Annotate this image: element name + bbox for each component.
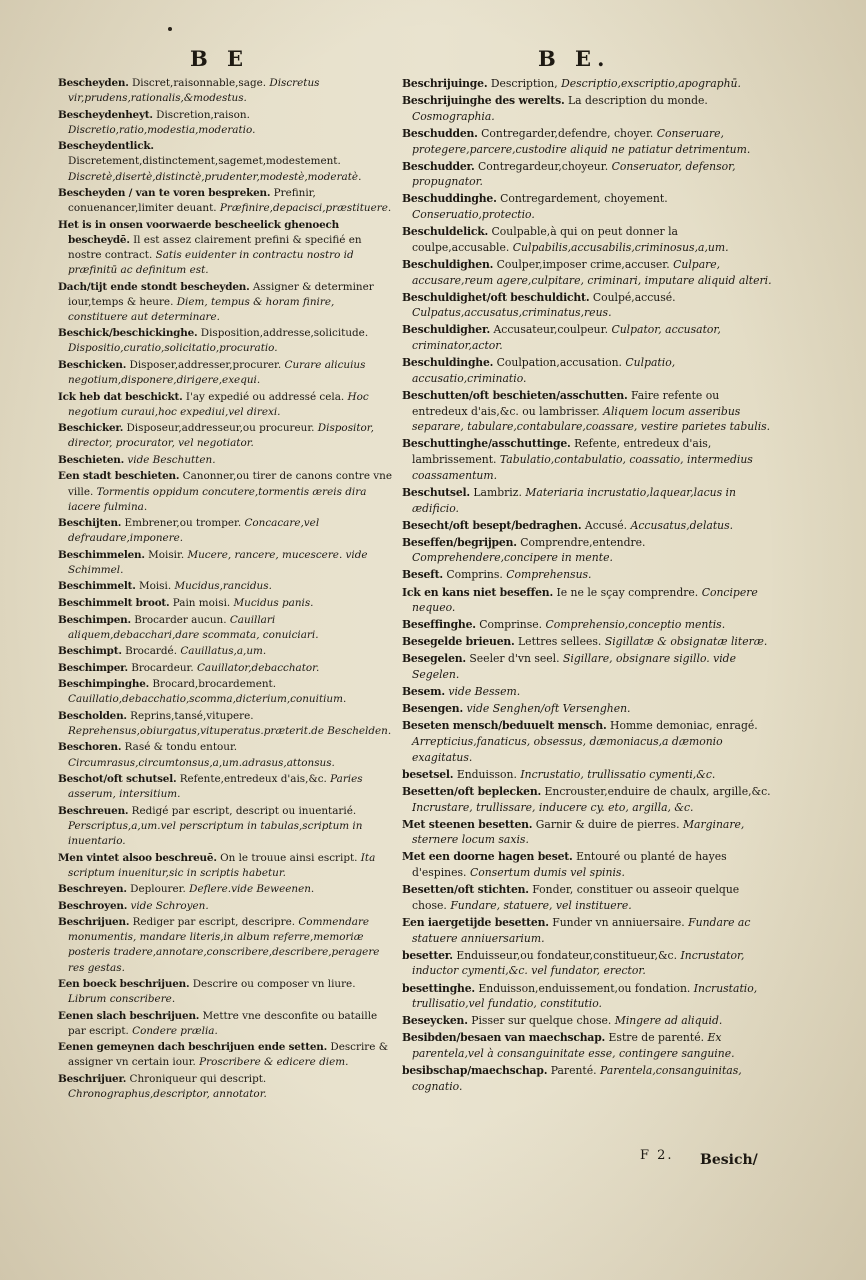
entry-latin: Materiaria incrustatio,laquear,lacus in ædificio. <box>412 485 736 515</box>
entry-headword: Beschimpen. <box>58 613 131 626</box>
entry-french: Contregarder,defendre, choyer. <box>481 126 654 140</box>
entry-latin: Deflere.vide Beweenen. <box>189 883 315 896</box>
entry-french: Parenté. <box>550 1064 597 1078</box>
entry-headword: Bescheydentlick. <box>58 140 154 153</box>
entry-latin: Incrustatio, trullisatio,vel fundatio, constitutio. <box>412 981 758 1011</box>
entry-headword: Beschimmelt broot. <box>58 596 170 609</box>
entry-latin: Culpare, accusare,reum agere,culpitare, criminari, imputare aliquid alteri. <box>412 257 772 287</box>
dictionary-entry <box>58 882 394 897</box>
entry-french: Brocardé. <box>125 645 178 658</box>
entry-headword: Een iaergetijde besetten. <box>402 916 549 929</box>
dictionary-entry <box>402 224 774 255</box>
entry-french: Accusateur,coulpeur. <box>493 323 608 337</box>
entry-french: On le trouue ainsi escript. <box>220 851 358 864</box>
dictionary-entry <box>402 634 774 650</box>
entry-latin: Cauillatio,debacchatio,scomma,dicterium,conuitium. <box>68 693 347 706</box>
dictionary-entry <box>58 421 394 451</box>
dictionary-entry <box>58 108 394 138</box>
entry-latin: Concacare,vel defraudare,imponere. <box>68 517 320 545</box>
catchword: Besich/ <box>700 1152 758 1168</box>
entry-latin: Satis euidenter in contractu nostro id præfinitū ac definitum est. <box>68 248 354 277</box>
entry-headword: Met steenen besetten. <box>402 817 533 831</box>
entry-latin: Conseruatio,protectio. <box>412 208 535 222</box>
entry-latin: Condere prælia. <box>132 1024 218 1037</box>
dictionary-entry <box>58 596 394 611</box>
entry-latin: Incrustare, trullissare, inducere cy. eto, argilla, &c. <box>412 800 694 814</box>
entry-headword: Beschreuen. <box>58 804 129 817</box>
dictionary-entry <box>402 76 774 92</box>
entry-french: Lambriz. <box>473 485 522 499</box>
entry-headword: Bescheyden / van te voren bespreken. <box>58 187 271 200</box>
entry-headword: Beschicken. <box>58 358 127 371</box>
entry-headword: besettinghe. <box>402 981 475 995</box>
entry-latin: Paries asserum, intersitium. <box>68 773 363 801</box>
entry-french: Homme demoniac, enragé. <box>610 719 758 733</box>
entry-french: Coulpé,accusé. <box>592 290 676 304</box>
right-column <box>402 76 774 1096</box>
entry-headword: Besibden/besaen van maechschap. <box>402 1031 606 1045</box>
dictionary-entry <box>402 126 774 157</box>
entry-latin: Librum conscribere. <box>68 993 176 1006</box>
entry-latin: Mucere, rancere, mucescere. vide Schimmel. <box>68 548 368 576</box>
dictionary-entry <box>58 76 394 106</box>
entry-headword: Beschrijuinghe des werelts. <box>402 94 565 108</box>
dictionary-entry <box>58 390 394 420</box>
entry-latin: Dispositio,curatio,solicitatio,procuratio. <box>68 342 278 355</box>
entry-headword: Beschijten. <box>58 517 122 530</box>
entry-latin: Ex parentela,vel à consanguinitate esse, contingere sanguine. <box>412 1031 735 1061</box>
dictionary-entry <box>58 516 394 546</box>
entry-headword: besetter. <box>402 948 453 962</box>
dictionary-entry <box>402 1013 774 1029</box>
entry-headword: Beseffen/begrijpen. <box>402 535 517 549</box>
entry-french: Descrire ou composer vn liure. <box>192 978 356 991</box>
entry-french: Deplourer. <box>130 883 186 896</box>
entry-latin: Culpatio, accusatio,criminatio. <box>412 356 676 385</box>
dictionary-entry <box>402 784 774 815</box>
entry-french: Lettres sellees. <box>518 635 602 649</box>
entry-latin: Parentela,consanguinitas, cognatio. <box>412 1064 742 1093</box>
entry-headword: besetsel. <box>402 767 454 781</box>
entry-french: Refente,entredeux d'ais,&c. <box>179 773 327 786</box>
entry-french: Seeler d'vn seel. <box>469 652 560 666</box>
entry-headword: Bescholden. <box>58 709 127 722</box>
dictionary-entry <box>58 453 394 468</box>
entry-french: Discretion,raison. <box>156 108 250 121</box>
entry-latin: Diem, tempus & horam finire, constituere aut determinare. <box>68 295 335 323</box>
entry-french: Fonder, constituer ou asseoir quelque chose. <box>412 883 740 912</box>
dictionary-entry <box>402 159 774 190</box>
entry-latin: Sigillatæ & obsignatæ literæ. <box>604 635 768 649</box>
entry-latin: Consertum dumis vel spinis. <box>469 866 625 880</box>
entry-latin: Fundare, statuere, vel instituere. <box>450 898 632 912</box>
entry-headword: Beschuldinghe. <box>402 356 494 370</box>
dictionary-entry <box>58 548 394 578</box>
entry-headword: Beschrijuen. <box>58 916 130 929</box>
entry-headword: Het is in onsen voorwaerde bescheelick ghenoech bescheydē. <box>58 218 340 246</box>
entry-latin: Ita scriptum inuenitur,sic in scriptis habetur. <box>68 851 376 879</box>
entry-headword: Besem. <box>402 685 445 699</box>
entry-french: Funder vn anniuersaire. <box>552 916 685 929</box>
dictionary-entry <box>58 740 394 770</box>
dictionary-entry <box>402 701 774 717</box>
entry-headword: Bescheydenheyt. <box>58 108 153 121</box>
entry-latin: Incrustatio, trullissatio cymenti,&c. <box>520 767 716 781</box>
entry-headword: Beschuttinghe/asschuttinge. <box>402 437 571 451</box>
entry-latin: Accusatus,delatus. <box>630 518 734 532</box>
entry-latin: Cauillari aliquem,debacchari,dare scommata, conuiciari. <box>68 613 319 641</box>
entry-headword: Beschuddinghe. <box>402 192 497 206</box>
dictionary-entry <box>58 613 394 643</box>
entry-headword: Beschroyen. <box>58 899 128 912</box>
entry-latin: Circumrasus,circumtonsus,a,um.adrasus,attonsus. <box>68 756 335 769</box>
entry-latin: Cauillatus,a,um. <box>180 645 267 658</box>
dictionary-entry <box>58 644 394 659</box>
entry-latin: Dispositor, director, procurator, vel negotiator. <box>68 422 374 450</box>
entry-french: Entouré ou planté de hayes d'espines. <box>412 850 727 880</box>
entry-latin: Commendare monumentis, mandare literis,in album referre,memoriæ posteris tradere,annotare,conscribere,describere,peragere res gestas. <box>68 916 380 974</box>
entry-headword: Besegelen. <box>402 652 466 666</box>
dictionary-entry <box>402 93 774 124</box>
entry-headword: Besegelde brieuen. <box>402 635 515 649</box>
entry-french: Moisir. <box>148 548 185 561</box>
entry-french: Encrouster,enduire de chaulx, argille,&c. <box>544 784 771 798</box>
entry-french: Disposition,addresse,solicitude. <box>200 327 369 340</box>
entry-headword: Een stadt beschieten. <box>58 470 180 483</box>
dictionary-entry <box>402 388 774 435</box>
entry-headword: Beschick/beschickinghe. <box>58 327 198 340</box>
dictionary-entry <box>58 358 394 388</box>
entry-latin: Cauillator,debacchator. <box>196 661 320 674</box>
dictionary-entry <box>58 218 394 279</box>
entry-latin: Comprehendere,concipere in mente. <box>412 551 613 565</box>
entry-latin: Fundare ac statuere anniuersarium. <box>412 916 751 945</box>
entry-latin: Discretio,ratio,modestia,moderatio. <box>68 123 256 136</box>
entry-headword: Dach/tijt ende stondt bescheyden. <box>58 280 250 293</box>
entry-headword: Beschutsel. <box>402 485 470 499</box>
entry-latin: Cosmographia. <box>412 109 495 123</box>
dictionary-entry <box>58 915 394 976</box>
entry-headword: Beschuldighet/oft beschuldicht. <box>402 290 590 304</box>
entry-latin: Comprehensus. <box>506 568 592 582</box>
entry-latin: Sigillare, obsignare sigillo. vide Segelen. <box>412 652 736 682</box>
entry-latin: Mucidus,rancidus. <box>174 580 272 593</box>
dictionary-entry <box>402 535 774 566</box>
dictionary-entry <box>58 709 394 739</box>
entry-french: Rasé & tondu entour. <box>124 741 238 754</box>
entry-headword: Beschreyen. <box>58 883 127 896</box>
entry-french: Estre de parenté. <box>608 1031 705 1045</box>
entry-french: Assigner & determiner iour,temps & heure. <box>68 280 374 308</box>
entry-french: Prefinir, conuenancer,limiter deuant. <box>68 187 316 215</box>
entry-french: Ie ne le sçay comprendre. <box>556 585 699 599</box>
entry-latin: Incrustator, inductor cymenti,&c. vel fundator, erector. <box>412 948 745 978</box>
dictionary-entry <box>58 1040 394 1070</box>
entry-french: Discret,raisonnable,sage. <box>131 77 267 89</box>
entry-headword: Beschuldigher. <box>402 323 491 337</box>
dictionary-entry <box>402 981 774 1012</box>
dictionary-entry <box>402 436 774 483</box>
entry-headword: Besetten/oft beplecken. <box>402 784 542 798</box>
entry-latin: Conseruare, protegere,parcere,custodire aliquid ne patiatur detrimentum. <box>412 126 751 156</box>
entry-french: Brocarder aucun. <box>134 613 227 626</box>
entry-french: Disposeur,addresseur,ou procureur. <box>126 422 315 435</box>
dictionary-entry <box>402 322 774 353</box>
entry-headword: Beschudden. <box>402 126 478 140</box>
entry-french: Accusé. <box>584 518 628 532</box>
dictionary-entry <box>58 804 394 849</box>
entry-headword: Beschimpinghe. <box>58 678 150 691</box>
entry-headword: Beschimpt. <box>58 645 122 658</box>
dictionary-entry <box>58 977 394 1007</box>
entry-latin: Arrepticius,fanaticus, obsessus, dæmoniacus,a dæmonio exagitatus. <box>412 735 723 764</box>
dictionary-entry <box>402 485 774 516</box>
entry-french: Disposer,addresser,procurer. <box>129 358 282 371</box>
entry-french: Enduisson. <box>456 767 517 781</box>
entry-latin: Concipere nequeo. <box>412 585 758 615</box>
entry-headword: Beschuldelick. <box>402 225 489 239</box>
dictionary-entry <box>402 1030 774 1061</box>
dictionary-entry <box>58 186 394 216</box>
entry-french: Rediger par escript, descripre. <box>132 916 296 929</box>
entry-headword: Beschrijuinge. <box>402 77 488 90</box>
left-column <box>58 76 394 1104</box>
left-column-heading: B E <box>190 46 250 71</box>
entry-french: Reprins,tansé,vitupere. <box>130 709 254 722</box>
entry-french: Redigé par escript, descript ou inuentarié. <box>131 804 357 817</box>
entry-headword: Eenen gemeynen dach beschrijuen ende setten. <box>58 1041 328 1054</box>
entry-headword: Beschot/oft schutsel. <box>58 773 177 786</box>
entry-headword: Beschrijuer. <box>58 1072 127 1085</box>
dictionary-entry <box>58 326 394 356</box>
entry-headword: Besecht/oft besept/bedraghen. <box>402 518 582 532</box>
entry-latin: Discretus vir,prudens,rationalis,&modestus. <box>68 77 320 105</box>
entry-french: Coulpable,à qui on peut donner la coulpe,accusable. <box>412 225 678 254</box>
entry-french: Coulpation,accusation. <box>496 356 622 370</box>
entry-latin: Descriptio,exscriptio,apographū. <box>561 77 741 90</box>
dictionary-entry <box>402 290 774 321</box>
signature-mark: F 2. <box>640 1148 674 1163</box>
entry-headword: Ick en kans niet beseffen. <box>402 585 554 599</box>
entry-french: La description du monde. <box>567 94 708 108</box>
dictionary-entry <box>402 915 774 946</box>
entry-french: Pain moisi. <box>172 596 231 609</box>
dictionary-entry <box>58 280 394 325</box>
dictionary-entry <box>58 661 394 676</box>
dictionary-entry <box>58 851 394 881</box>
entry-french: Contregardeur,choyeur. <box>478 159 609 173</box>
dictionary-entry <box>402 257 774 288</box>
entry-french: Pisser sur quelque chose. <box>471 1014 612 1028</box>
entry-french: Comprendre,entendre. <box>520 535 646 549</box>
entry-headword: Ick heb dat beschickt. <box>58 390 183 403</box>
dictionary-entry <box>402 1063 774 1094</box>
dictionary-entry <box>58 139 394 184</box>
entry-headword: Men vintet alsoo beschreuē. <box>58 851 217 864</box>
entry-french: Comprins. <box>446 568 503 582</box>
entry-latin: Proscribere & edicere diem. <box>199 1056 349 1069</box>
entry-french: Embrener,ou tromper. <box>124 517 242 530</box>
ink-dot <box>168 27 172 31</box>
dictionary-entry <box>402 585 774 616</box>
entry-headword: Een boeck beschrijuen. <box>58 978 190 991</box>
entry-headword: Besengen. <box>402 702 464 716</box>
entry-french: Refente, entredeux d'ais, lambrissement. <box>412 437 712 467</box>
entry-headword: Beseten mensch/beduuelt mensch. <box>402 719 607 733</box>
dictionary-entry <box>58 469 394 514</box>
entry-latin: Aliquem locum asseribus separare, tabulare,contabulare,coassare, vestire parietes tabulis. <box>412 404 771 434</box>
entry-french: Contregardement, choyement. <box>500 192 668 206</box>
entry-latin: Conseruator, defensor, propugnator. <box>412 159 736 189</box>
dictionary-entry <box>402 567 774 583</box>
entry-french: Comprinse. <box>479 618 543 632</box>
entry-headword: Beschieten. <box>58 453 125 466</box>
entry-headword: Beseft. <box>402 568 443 582</box>
entry-latin: Culpatus,accusatus,criminatus,reus. <box>412 306 612 320</box>
entry-french: Description, <box>490 77 558 90</box>
entry-french: Brocard,brocardement. <box>152 678 277 691</box>
entry-headword: Bescheyden. <box>58 77 129 89</box>
entry-latin: Mingere ad aliquid. <box>614 1014 723 1028</box>
dictionary-entry <box>402 767 774 783</box>
dictionary-entry <box>58 899 394 914</box>
entry-headword: Beseffinghe. <box>402 618 476 632</box>
entry-french: Coulper,imposer crime,accuser. <box>496 257 670 271</box>
dictionary-entry <box>402 948 774 979</box>
entry-latin: Tormentis oppidum concutere,tormentis æreis dira iacere fulmina. <box>68 485 367 513</box>
entry-latin: Præfinire,depacisci,præstituere. <box>219 202 392 215</box>
entry-headword: Beschicker. <box>58 422 124 435</box>
entry-french: Chroniqueur qui descript. <box>129 1072 267 1085</box>
entry-headword: Besetten/oft stichten. <box>402 883 529 897</box>
entry-french: Brocardeur. <box>131 661 194 674</box>
entry-french: Descrire & assigner vn certain iour. <box>68 1041 388 1069</box>
entry-headword: Beschuldighen. <box>402 257 494 271</box>
entry-latin: Culpator, accusator, criminator,actor. <box>412 323 721 353</box>
entry-headword: Beschimper. <box>58 661 128 674</box>
entry-french: Canonner,ou tirer de canons contre vne ville. <box>68 470 392 498</box>
entry-latin: vide Schroyen. <box>130 899 209 912</box>
dictionary-entry <box>58 677 394 707</box>
entry-french: Garnir & duire de pierres. <box>535 817 680 831</box>
dictionary-entry <box>402 882 774 913</box>
entry-latin: Chronographus,descriptor, annotator. <box>68 1088 267 1101</box>
entry-headword: Beschimmelt. <box>58 580 136 593</box>
entry-latin: vide Beschutten. <box>127 453 216 466</box>
dictionary-entry <box>58 1009 394 1039</box>
dictionary-entry <box>402 849 774 880</box>
entry-headword: Eenen slach beschrijuen. <box>58 1009 200 1022</box>
dictionary-entry <box>58 579 394 594</box>
entry-headword: Met een doorne hagen beset. <box>402 850 573 864</box>
entry-french: Mettre vne desconfite ou bataille par escript. <box>68 1009 378 1037</box>
entry-french: Il est assez clairement prefini & specifié en nostre contract. <box>68 233 362 261</box>
entry-french: I'ay expedié ou addressé cela. <box>185 390 345 403</box>
dictionary-entry <box>402 518 774 534</box>
dictionary-entry <box>402 355 774 386</box>
entry-latin: Hoc negotium curaui,hoc expediui,vel direxi. <box>68 390 369 418</box>
entry-headword: besibschap/maechschap. <box>402 1064 548 1078</box>
entry-latin: Tabulatio,contabulatio, coassatio, intermedius coassamentum. <box>412 453 753 482</box>
entry-latin: Discretè,disertè,distinctè,prudenter,modestè,moderatè. <box>68 170 362 183</box>
entry-latin: Comprehensio,conceptio mentis. <box>545 618 726 632</box>
entry-french: Faire refente ou entredeux d'ais,&c. ou lambrisser. <box>412 388 720 418</box>
dictionary-entry <box>58 772 394 802</box>
dictionary-entry <box>402 817 774 848</box>
dictionary-entry <box>402 718 774 765</box>
entry-latin: Culpabilis,accusabilis,criminosus,a,um. <box>512 240 729 254</box>
entry-headword: Beschudder. <box>402 159 475 173</box>
entry-headword: Beseycken. <box>402 1014 468 1028</box>
entry-latin: Mucidus panis. <box>233 596 314 609</box>
entry-headword: Beschutten/oft beschieten/asschutten. <box>402 388 628 402</box>
dictionary-entry <box>402 191 774 222</box>
entry-french: Enduisson,enduissement,ou fondation. <box>478 981 691 995</box>
entry-french: Discretement,distinctement,sagemet,modestement. <box>68 155 341 168</box>
dictionary-entry <box>58 1072 394 1102</box>
entry-latin: Perscriptus,a,um.vel perscriptum in tabulas,scriptum in inuentario. <box>68 819 363 847</box>
entry-french: Moisi. <box>138 580 172 593</box>
dictionary-entry <box>402 651 774 682</box>
entry-latin: Marginare, sternere locum saxis. <box>412 817 745 847</box>
entry-headword: Beschoren. <box>58 741 122 754</box>
entry-headword: Beschimmelen. <box>58 548 145 561</box>
entry-latin: vide Bessem. <box>448 685 521 699</box>
dictionary-entry <box>402 617 774 633</box>
entry-french: Enduisseur,ou fondateur,constitueur,&c. <box>456 948 678 962</box>
right-column-heading: B E. <box>538 46 611 71</box>
entry-latin: vide Senghen/oft Versenghen. <box>466 702 631 716</box>
entry-latin: Curare alicuius negotium,disponere,dirigere,exequi. <box>68 358 366 387</box>
dictionary-entry <box>402 684 774 700</box>
entry-latin: Reprehensus,obiurgatus,vituperatus.præterit.de Beschelden. <box>68 724 392 737</box>
